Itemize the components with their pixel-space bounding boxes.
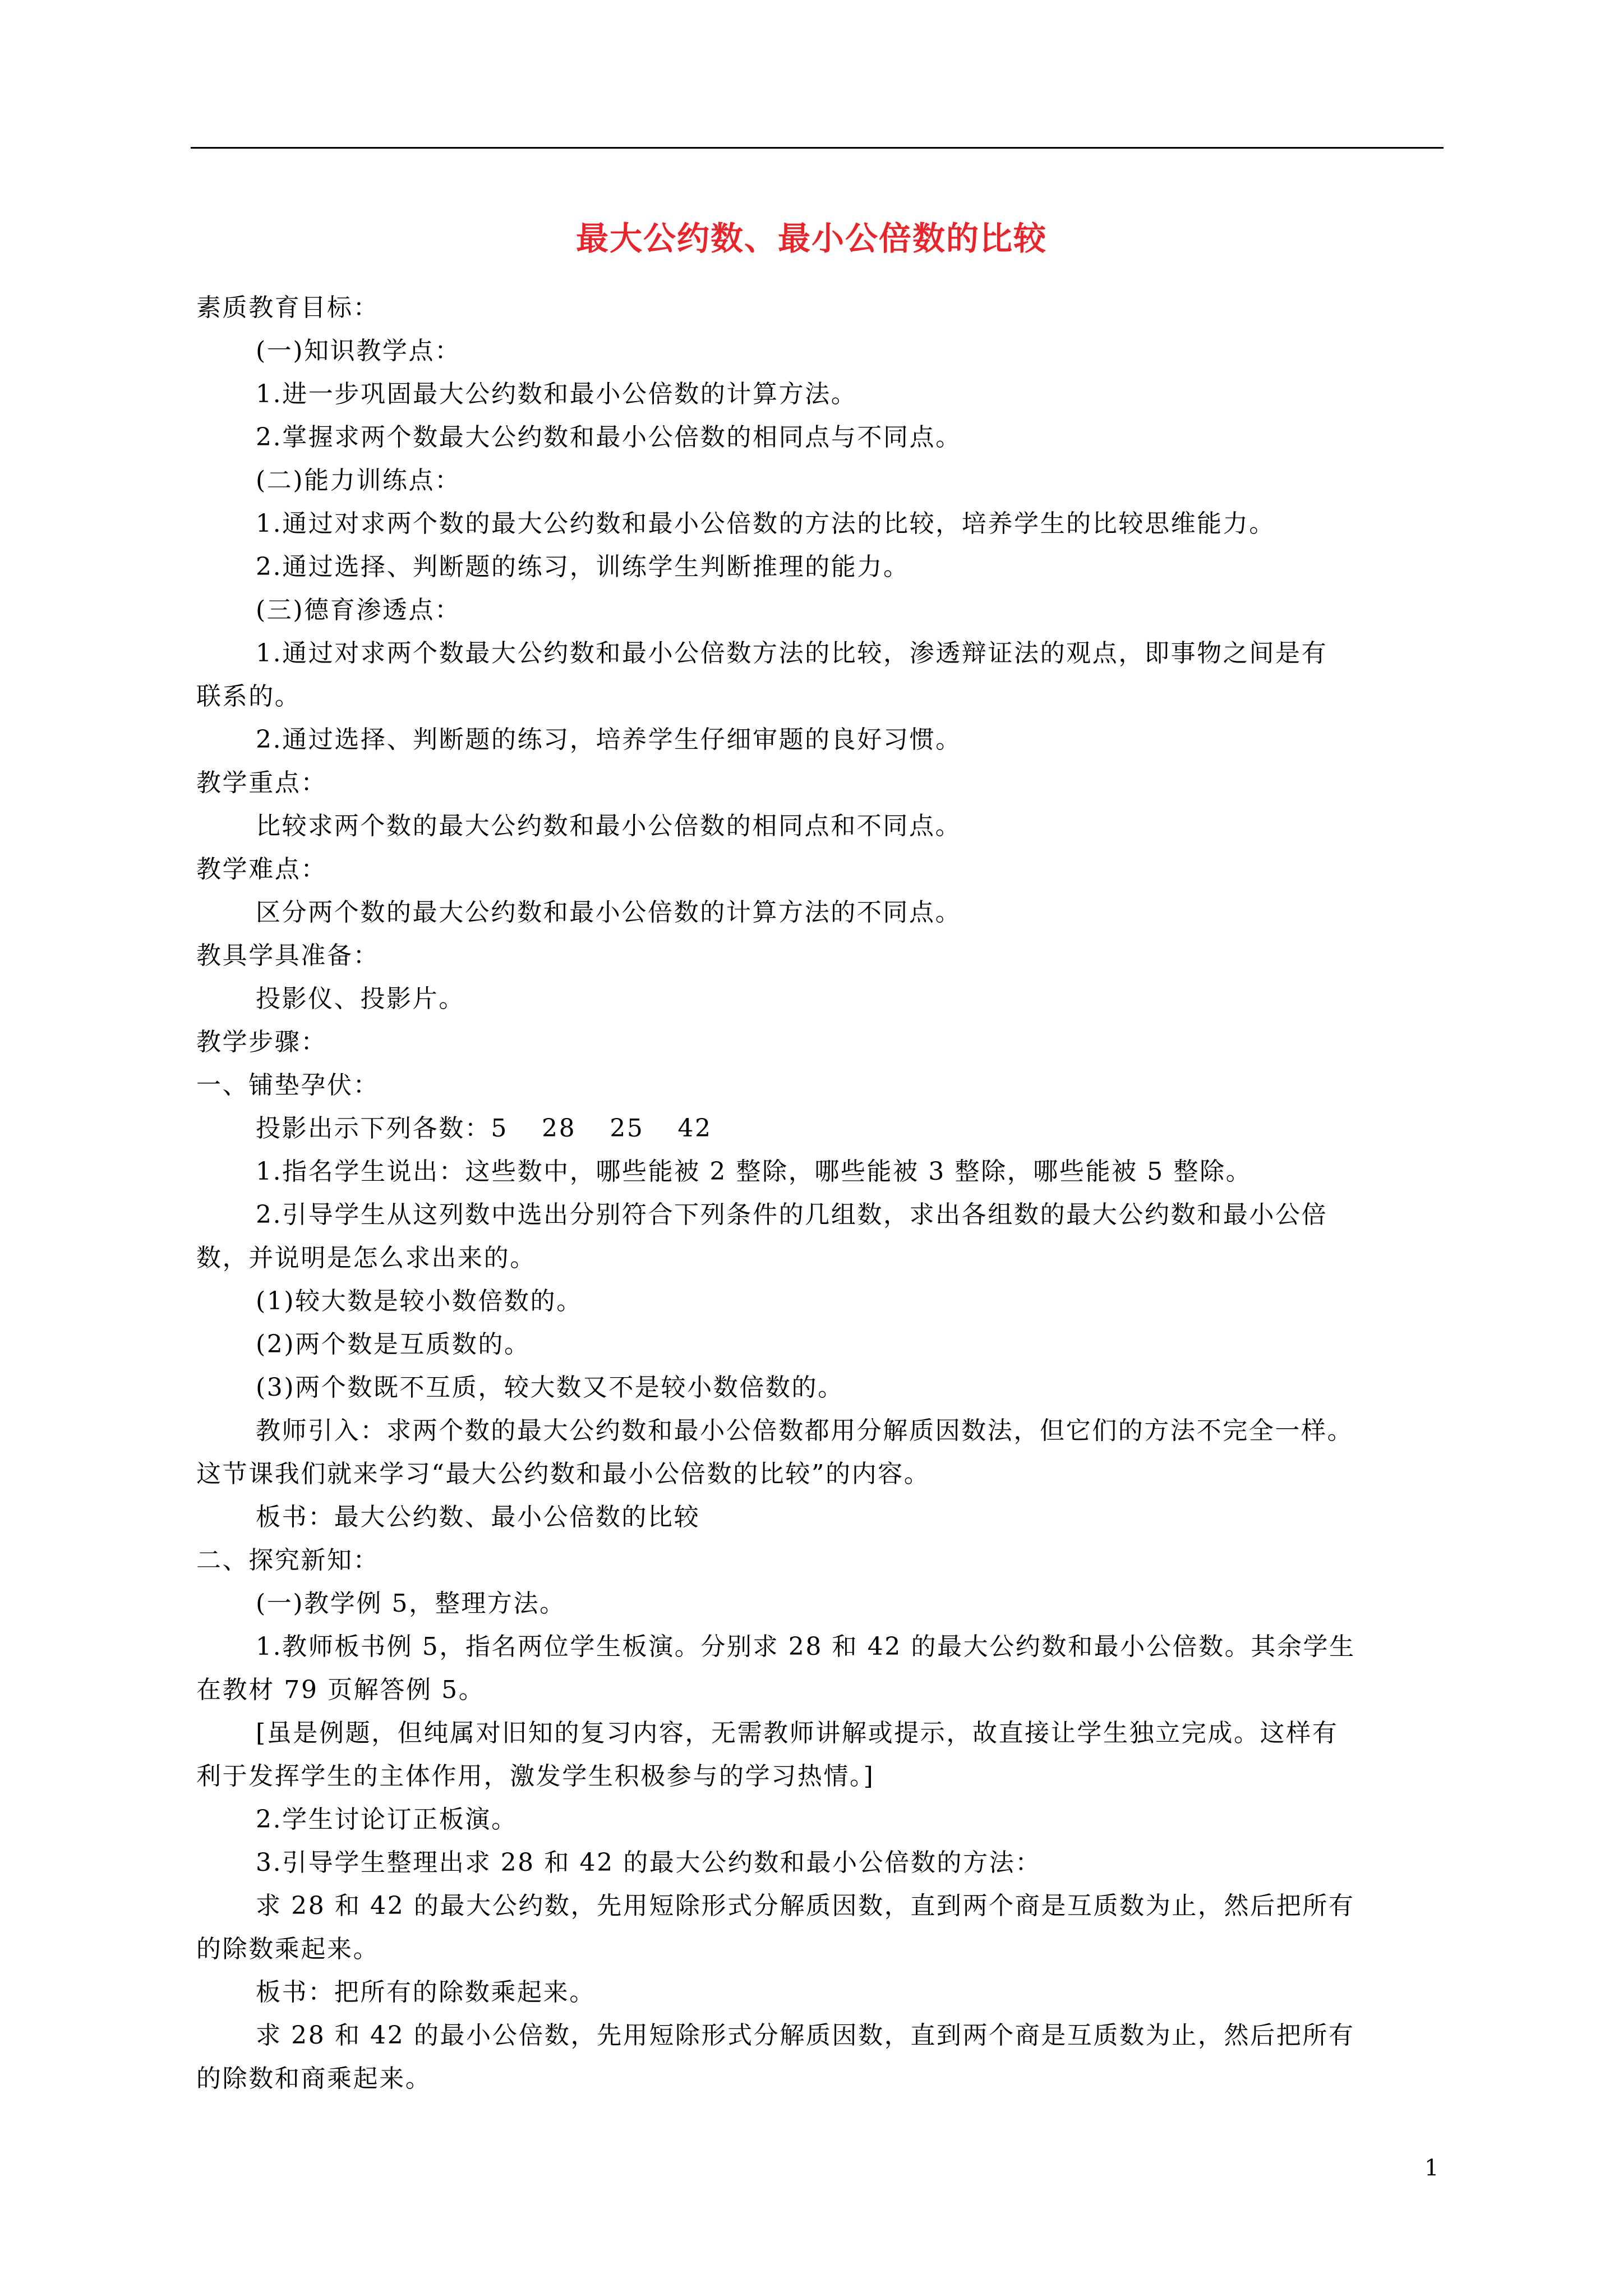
text-line: 在教材 79 页解答例 5。 <box>196 1676 485 1704</box>
text-line: 2.通过选择、判断题的练习，训练学生判断推理的能力。 <box>256 553 910 581</box>
number-item: 28 <box>542 1114 577 1143</box>
body-lines-after <box>196 1150 1447 2100</box>
text-line: 板书：最大公约数、最小公倍数的比较 <box>256 1503 700 1531</box>
text-line: (1)较大数是较小数倍数的。 <box>256 1287 583 1315</box>
text-line: 区分两个数的最大公约数和最小公倍数的计算方法的不同点。 <box>256 898 962 927</box>
body-lines-before <box>196 286 1447 1107</box>
header-rule <box>191 147 1444 149</box>
text-line: 这节课我们就来学习“最大公约数和最小公倍数的比较”的内容。 <box>196 1460 930 1488</box>
text-line: 1.通过对求两个数的最大公约数和最小公倍数的方法的比较，培养学生的比较思维能力。 <box>256 509 1275 538</box>
text-line: (2)两个数是互质数的。 <box>256 1330 531 1359</box>
text-line: 教具学具准备： <box>196 941 380 970</box>
text-line: 利于发挥学生的主体作用，激发学生积极参与的学习热情。] <box>196 1762 875 1791</box>
text-line: 数，并说明是怎么求出来的。 <box>196 1244 536 1272</box>
text-line: (一)教学例 5，整理方法。 <box>256 1589 566 1618</box>
text-line: 1.通过对求两个数最大公约数和最小公倍数方法的比较，渗透辩证法的观点，即事物之间是有 <box>256 639 1328 668</box>
text-line: (二)能力训练点： <box>256 466 461 495</box>
text-line: 素质教育目标： <box>196 293 380 322</box>
text-line: 一、铺垫孕伏： <box>196 1071 380 1099</box>
text-line: 教学难点： <box>196 855 327 884</box>
text-line: 二、探究新知： <box>196 1546 380 1575</box>
text-line: 2.通过选择、判断题的练习，培养学生仔细审题的良好习惯。 <box>256 725 962 754</box>
text-line: 教学步骤： <box>196 1028 327 1056</box>
text-line: 投影仪、投影片。 <box>256 984 465 1013</box>
document-body <box>196 286 1447 2100</box>
text-line: 联系的。 <box>196 682 301 711</box>
text-line: 的除数乘起来。 <box>196 1935 380 1963</box>
text-line: 1.教师板书例 5，指名两位学生板演。分别求 28 和 42 的最大公约数和最小公倍数。其余学生 <box>256 1632 1355 1661</box>
text-line: (一)知识教学点： <box>256 337 461 365</box>
page-number: 1 <box>1424 2155 1439 2181</box>
document-title: 最大公约数、最小公倍数的比较 <box>575 219 1047 257</box>
numbers-line-prefix: 投影出示下列各数： <box>256 1114 491 1143</box>
number-item: 42 <box>677 1114 712 1143</box>
text-line: (三)德育渗透点： <box>256 596 461 624</box>
text-line: 1.进一步巩固最大公约数和最小公倍数的计算方法。 <box>256 380 857 408</box>
text-line: 的除数和商乘起来。 <box>196 2064 432 2093</box>
text-line: 1.指名学生说出：这些数中，哪些能被 2 整除，哪些能被 3 整除，哪些能被 5 整除。 <box>256 1157 1252 1186</box>
text-line: 板书：把所有的除数乘起来。 <box>256 1978 596 2007</box>
text-line: 求 28 和 42 的最大公约数，先用短除形式分解质因数，直到两个商是互质数为止，然后把所有 <box>256 1892 1355 1920</box>
number-item: 25 <box>610 1114 644 1143</box>
text-line: 3.引导学生整理出求 28 和 42 的最大公约数和最小公倍数的方法： <box>256 1848 1041 1877</box>
text-line: 教学重点： <box>196 769 327 797</box>
text-line: 2.学生讨论订正板演。 <box>256 1805 518 1834</box>
text-line: [虽是例题，但纯属对旧知的复习内容，无需教师讲解或提示，故直接让学生独立完成。这样有 <box>256 1719 1339 1747</box>
text-line: 2.引导学生从这列数中选出分别符合下列条件的几组数，求出各组数的最大公约数和最小公倍 <box>256 1200 1328 1229</box>
numbers-line <box>196 1107 1447 1150</box>
number-item: 5 <box>491 1114 509 1143</box>
text-line: 教师引入：求两个数的最大公约数和最小公倍数都用分解质因数法，但它们的方法不完全一样。 <box>256 1416 1354 1445</box>
text-line: 求 28 和 42 的最小公倍数，先用短除形式分解质因数，直到两个商是互质数为止，然后把所有 <box>256 2021 1355 2050</box>
text-line: (3)两个数既不互质，较大数又不是较小数倍数的。 <box>256 1373 844 1402</box>
text-line: 2.掌握求两个数最大公约数和最小公倍数的相同点与不同点。 <box>256 423 962 452</box>
text-line: 比较求两个数的最大公约数和最小公倍数的相同点和不同点。 <box>256 812 962 840</box>
